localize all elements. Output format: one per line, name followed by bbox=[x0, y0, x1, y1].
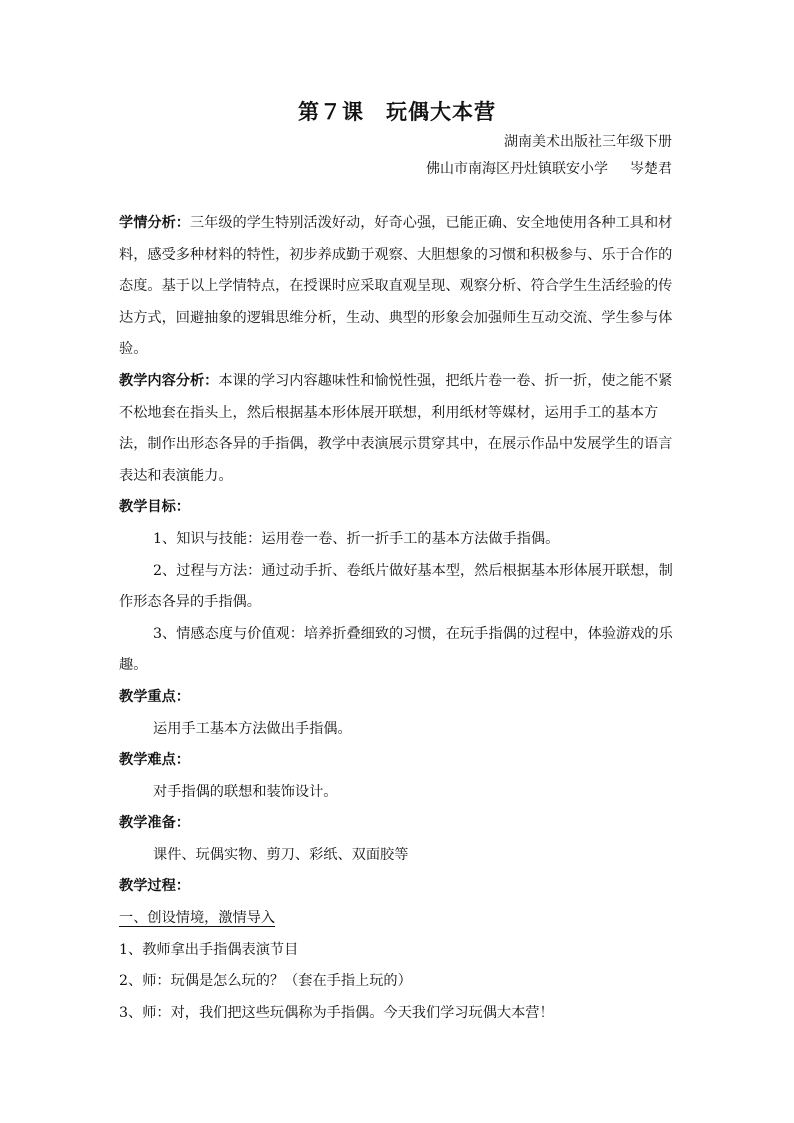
content-analysis-paragraph bbox=[119, 366, 675, 492]
objective-item: 1、知识与技能：运用卷一卷、折一折手工的基本方法做手指偶。 bbox=[153, 530, 560, 547]
author-name: 岑楚君 bbox=[630, 161, 672, 177]
objectives-heading: 教学目标： bbox=[119, 499, 190, 516]
learner-analysis-heading: 学情分析： bbox=[119, 215, 190, 231]
process-step-title bbox=[119, 903, 675, 935]
document-body bbox=[119, 208, 675, 1029]
preparation-text: 课件、玩偶实物、剪刀、彩纸、双面胶等 bbox=[153, 846, 409, 863]
content-analysis-heading: 教学内容分析： bbox=[119, 372, 219, 389]
process-step: 1、教师拿出手指偶表演节目 bbox=[119, 941, 299, 958]
learner-analysis-text: 三年级的学生特别活泼好动，好奇心强，已能正确、安全地使用各种工具和材料，感受多种材料的特性，初步养成勤于观察、大胆想象的习惯和积极参与、乐于合作的态度。基于以上学情特点，在授课时应采取直观呈现、观察分析、符合学生生活经验的传达方式，回避抽象的逻辑思维分析，生动、典型的形象会加强师生互动交流、学生参与体验。 bbox=[119, 215, 673, 358]
lesson-title: 第７课 玩偶大本营 bbox=[298, 99, 496, 124]
key-points-heading: 教学重点： bbox=[119, 688, 190, 705]
difficulties-text: 对手指偶的联想和装饰设计。 bbox=[153, 783, 338, 800]
process-step: 2、师：玩偶是怎么玩的？（套在手指上玩的） bbox=[119, 973, 412, 990]
process-heading: 教学过程： bbox=[119, 878, 190, 895]
publisher-line: 湖南美术出版社三年级下册 bbox=[504, 134, 672, 150]
step-one-title: 一、创设情境，激情导入 bbox=[119, 910, 276, 927]
content-analysis-text: 本课的学习内容趣味性和愉悦性强，把纸片卷一卷、折一折，使之能不紧不松地套在指头上，然后根据基本形体展开联想，利用纸材等媒材，运用手工的基本方法，制作出形态各异的手指偶，教学中表演展示贯穿其中，在展示作品中发展学生的语言表达和表演能力。 bbox=[119, 372, 673, 484]
preparation-heading: 教学准备： bbox=[119, 815, 190, 832]
difficulties-heading: 教学难点： bbox=[119, 752, 190, 769]
objective-item: 2、过程与方法：通过动手折、卷纸片做好基本型，然后根据基本形体展开联想，制作形态各异的手指偶。 bbox=[119, 562, 673, 611]
school-author-line bbox=[426, 158, 672, 178]
objective-item: 3、情感态度与价值观：培养折叠细致的习惯，在玩手指偶的过程中，体验游戏的乐趣。 bbox=[119, 625, 673, 674]
school-name: 佛山市南海区丹灶镇联安小学 bbox=[426, 161, 608, 177]
key-points-text: 运用手工基本方法做出手指偶。 bbox=[153, 720, 352, 737]
learner-analysis-paragraph bbox=[119, 208, 675, 366]
process-step: 3、师：对，我们把这些玩偶称为手指偶。今天我们学习玩偶大本营！ bbox=[119, 1004, 554, 1021]
